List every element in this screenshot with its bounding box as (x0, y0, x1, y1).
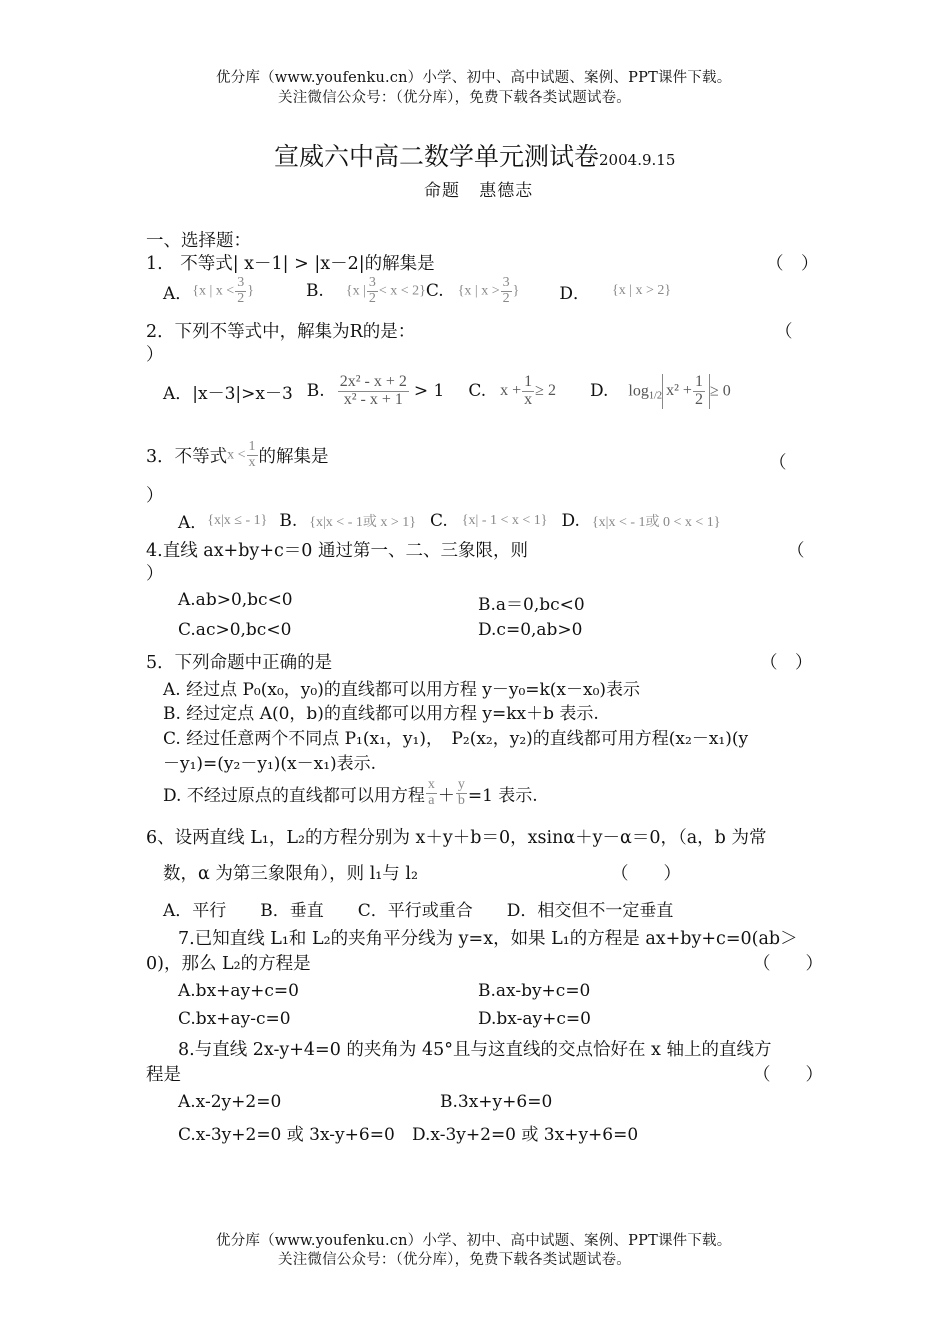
q8-answer-paren: （ ） (753, 1065, 823, 1085)
q3-answer-paren-close: ） (146, 486, 164, 506)
q2-option-c-label: C. (468, 381, 487, 402)
q6-answer-paren: （ ） (611, 864, 681, 884)
q2-answer-paren-close: ） (146, 345, 164, 365)
q5-d-y: y (457, 777, 465, 792)
q3-option-a-math: {x|x ≤ - 1} (207, 512, 268, 528)
q1-a-den: 2 (237, 290, 245, 306)
q3-num: 1 (248, 439, 256, 454)
q5-d-x: x (427, 777, 435, 792)
q1-c-den: 2 (502, 290, 510, 306)
header-line-1: 优分库（www.youfenku.cn）小学、初中、高中试题、案例、PPT课件下载。 (216, 70, 732, 86)
q5-option-a: A. 经过点 P₀(x₀，y₀)的直线都可以用方程 y－y₀=k(x－x₀)表示 (163, 680, 641, 700)
q2-option-a: A．|x－3|>x－3 (163, 383, 293, 404)
q3-option-b-label: B. (279, 510, 298, 531)
q4-option-d: D.c=0,ab>0 (478, 620, 583, 640)
q2-d-den: 2 (694, 390, 703, 408)
q2-c-num: 1 (524, 373, 533, 390)
q5-option-d (163, 778, 538, 808)
q3-options (178, 508, 721, 533)
title-main: 宣威六中高二数学单元测试卷 (274, 142, 600, 171)
q2-stem: 2．下列不等式中，解集为R的是： (146, 322, 416, 342)
q8-line-2: 程是 (146, 1065, 181, 1085)
q1-options (163, 276, 671, 306)
q1-b-text1: {x | (345, 283, 366, 299)
q5-d-frac-y (456, 778, 467, 808)
q5-d-plus: ＋ (437, 785, 455, 806)
q2-d-base: 1/2 (648, 390, 663, 402)
q3-den: x (248, 454, 256, 470)
author-name: 惠德志 (479, 181, 534, 201)
q1-option-b-math (346, 276, 426, 306)
q3-fraction (247, 440, 258, 470)
q2-answer-paren-open: （ (775, 322, 793, 342)
q7-line-2: 0)，那么 L₂的方程是 (146, 954, 311, 974)
q3-stem-math (227, 440, 258, 470)
q1-option-d-label: D． (559, 283, 590, 304)
q3-xlt: x < (227, 447, 246, 463)
q7-option-d: D.bx-ay+c=0 (478, 1009, 591, 1029)
q3-stem-start: 3．不等式 (146, 446, 228, 467)
q1-b-text2: < x < 2} (378, 283, 426, 299)
q6-options: A．平行 B．垂直 C．平行或重合 D．相交但不一定垂直 (163, 901, 674, 921)
footer-line-2: 关注微信公众号：（优分库），免费下载各类试题试卷。 (278, 1252, 631, 1268)
q2-d-abs (662, 374, 710, 409)
author-label: 命题 (424, 181, 460, 201)
q2-options (163, 374, 731, 409)
q2-d-log: log (628, 382, 649, 400)
q5-answer-paren: （ ） (760, 653, 813, 673)
q3-stem-end: 的解集是 (258, 446, 329, 467)
author-line (424, 176, 533, 201)
q4-answer-paren-open: （ (787, 541, 805, 561)
q6-line-2: 数，α 为第三象限角），则 l₁与 l₂ (163, 864, 418, 884)
q2-b-den: x² - x + 1 (343, 390, 403, 408)
q4-answer-paren-close: ） (146, 564, 164, 584)
q2-option-d-label: D. (589, 381, 609, 402)
q3-option-a-label: A． (178, 513, 208, 533)
q1-option-c-math (458, 276, 520, 306)
q1-stem: 1. 不等式| x－1| > |x－2|的解集是 (146, 254, 435, 274)
q2-c-den: x (524, 390, 533, 408)
q1-b-fraction (367, 276, 378, 306)
q1-a-brace: } (247, 283, 254, 299)
q5-d-tail: =1 表示. (467, 785, 538, 806)
q7-option-c: C.bx+ay-c=0 (178, 1009, 291, 1029)
q3-option-c-label: C. (429, 510, 448, 531)
q4-option-c: C.ac>0,bc<0 (178, 620, 292, 640)
q2-option-d-math (628, 374, 730, 409)
q1-c-brace: } (512, 283, 520, 299)
q3-answer-paren-open: （ (769, 453, 787, 473)
title-date: 2004.9.15 (599, 151, 676, 169)
q1-c-fraction (501, 276, 512, 306)
q5-option-c-line-2: －y₁)=(y₂－y₁)(x－x₁)表示. (163, 754, 377, 774)
section-heading: 一、选择题： (146, 231, 251, 251)
q1-option-a-label: A． (163, 283, 193, 304)
q5-option-c-line-1: C. 经过任意两个不同点 P₁(x₁，y₁)， P₂(x₂，y₂)的直线都可用方程(x₂－x₁)(y (163, 729, 749, 749)
footer-line-1: 优分库（www.youfenku.cn）小学、初中、高中试题、案例、PPT课件下载。 (216, 1233, 732, 1249)
q1-option-a-math (192, 276, 254, 306)
q2-d-ge: ≥ 0 (709, 382, 731, 400)
q5-d-text: D. 不经过原点的直线都可以用方程 (163, 785, 425, 806)
q3-option-d-label: D. (561, 510, 580, 531)
q2-d-num: 1 (694, 373, 703, 390)
q2-d-x: x² + (666, 382, 692, 400)
q1-c-text: {x | x > (457, 283, 500, 299)
q4-option-b: B.a＝0,bc<0 (478, 595, 585, 615)
q1-a-text: {x | x < (192, 283, 235, 299)
header-line-2: 关注微信公众号：（优分库），免费下载各类试题试卷。 (278, 90, 631, 106)
q1-a-num: 3 (237, 275, 245, 290)
q3-stem (146, 440, 329, 470)
q5-d-a: a (428, 792, 435, 808)
q8-option-d: D.x-3y+2=0 或 3x+y+6=0 (412, 1125, 639, 1145)
page-title (274, 137, 675, 173)
q8-option-a: A.x-2y+2=0 (178, 1092, 282, 1112)
q7-line-1: 7.已知直线 L₁和 L₂的夹角平分线为 y=x，如果 L₁的方程是 ax+by+c=0(ab＞ (178, 929, 798, 949)
q7-answer-paren: （ ） (753, 954, 823, 974)
q1-option-c-label: C. (425, 281, 444, 302)
q5-stem: 5．下列命题中正确的是 (146, 653, 333, 673)
q1-b-num: 3 (368, 275, 376, 290)
q2-d-fraction (693, 374, 705, 409)
q5-option-b: B. 经过定点 A(0，b)的直线都可以用方程 y=kx＋b 表示. (163, 704, 599, 724)
q2-option-b-tail: > 1 (413, 381, 445, 402)
q2-c-x: x + (500, 381, 522, 399)
q5-d-b: b (457, 792, 465, 808)
q1-option-b-label: B. (305, 281, 324, 302)
q1-b-den: 2 (368, 290, 376, 306)
q2-option-c-math (500, 374, 556, 409)
q6-line-1: 6、设两直线 L₁，L₂的方程分别为 x＋y＋b＝0，xsinα＋y－α＝0，（a，b 为常 (146, 828, 767, 848)
q8-option-b: B.3x+y+6=0 (440, 1092, 553, 1112)
q3-option-b-math: {x|x < - 1或 x > 1} (309, 514, 416, 530)
q3-option-d-math: {x|x < - 1或 0 < x < 1} (591, 514, 721, 530)
q1-a-fraction (235, 276, 246, 306)
q7-option-a: A.bx+ay+c=0 (178, 981, 299, 1001)
q2-option-b-label: B. (306, 381, 325, 402)
q1-c-num: 3 (502, 275, 510, 290)
q4-stem: 4.直线 ax+by+c＝0 通过第一、二、三象限，则 (146, 541, 528, 561)
q7-option-b: B.ax-by+c=0 (478, 981, 591, 1001)
q1-answer-paren: （ ） (766, 254, 819, 274)
q3-option-c-math: {x| - 1 < x < 1} (461, 512, 548, 528)
q2-option-b-fraction (338, 374, 409, 409)
q2-c-fraction (522, 374, 534, 409)
q1-option-d-math: {x | x > 2} (612, 283, 672, 299)
q4-option-a: A.ab>0,bc<0 (178, 590, 293, 610)
q8-option-c: C.x-3y+2=0 或 3x-y+6=0 (178, 1125, 395, 1145)
q5-d-frac-x (426, 778, 437, 808)
q2-c-ge: ≥ 2 (535, 381, 556, 399)
q8-line-1: 8.与直线 2x-y+4=0 的夹角为 45°且与这直线的交点恰好在 x 轴上的直线方 (178, 1040, 772, 1060)
q2-b-num: 2x² - x + 2 (339, 373, 407, 390)
